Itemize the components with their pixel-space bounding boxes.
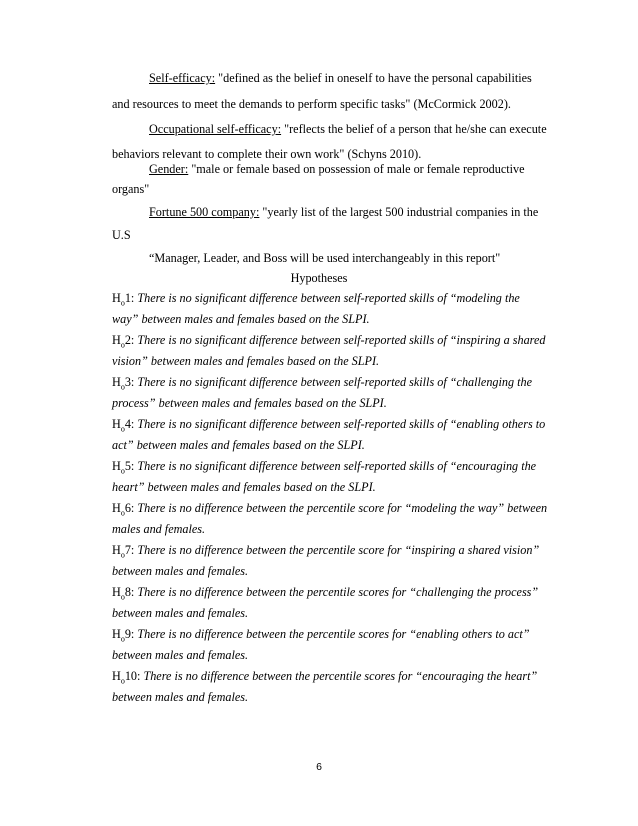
hypothesis-label: $H_o8$: <box>112 585 138 602</box>
hypothesis-label: $H_o6$: <box>112 501 138 518</box>
hypothesis-continuation: males and females. <box>112 522 206 536</box>
hypothesis-text: There is no significant difference between self-reported skills of “inspiring a shared <box>137 333 546 347</box>
definition-text: "male or female based on possession of male or female reproductive <box>188 162 525 176</box>
definition-gender <box>149 161 604 177</box>
hypothesis-line <box>112 374 567 395</box>
hypothesis-continuation: between males and females. <box>112 648 249 662</box>
definition-occupational-self-efficacy <box>149 121 604 137</box>
hypothesis-continuation: act” between males and females based on the SLPI. <box>112 438 365 452</box>
hypothesis-label: $H_o4$: <box>112 417 138 434</box>
interchangeable-terms-note: “Manager, Leader, and Boss will be used interchangeably in this report" <box>149 251 501 265</box>
hypothesis-label: $H_o10$: <box>112 669 144 686</box>
hypothesis-label: $H_o9$: <box>112 627 138 644</box>
definition-text: "reflects the belief of a person that he/she can execute <box>281 122 547 136</box>
definition-term: Self-efficacy: <box>149 71 216 85</box>
hypothesis-continuation: heart” between males and females based on the SLPI. <box>112 480 376 494</box>
definition-self-efficacy <box>149 70 604 86</box>
hypothesis-label: $H_o1$: <box>112 291 138 308</box>
hypothesis-text: There is no difference between the percentile scores for “encouraging the heart” <box>143 669 538 683</box>
hypothesis-continuation: way” between males and females based on the SLPI. <box>112 312 370 326</box>
hypothesis-continuation: between males and females. <box>112 564 249 578</box>
hypothesis-text: There is no difference between the percentile score for “modeling the way” between <box>137 501 548 515</box>
hypothesis-label: $H_o3$: <box>112 375 138 392</box>
hypothesis-line <box>112 332 567 353</box>
definition-term: Fortune 500 company: <box>149 205 260 219</box>
hypothesis-continuation: between males and females. <box>112 690 249 704</box>
hypothesis-line <box>112 626 567 647</box>
hypothesis-text: There is no significant difference between self-reported skills of “encouraging the <box>137 459 537 473</box>
hypothesis-text: There is no significant difference between self-reported skills of “enabling others to <box>137 417 546 431</box>
definition-text: "defined as the belief in oneself to have the personal capabilities <box>215 71 532 85</box>
definition-continuation: behaviors relevant to complete their own work" (Schyns 2010). <box>112 147 422 161</box>
section-heading-hypotheses: Hypotheses <box>290 271 348 285</box>
hypothesis-label: $H_o2$: <box>112 333 138 350</box>
hypothesis-text: There is no significant difference between self-reported skills of “modeling the <box>137 291 520 305</box>
hypothesis-text: There is no difference between the percentile scores for “challenging the process” <box>137 585 539 599</box>
hypothesis-line <box>112 458 567 479</box>
hypothesis-text: There is no difference between the percentile scores for “enabling others to act” <box>137 627 530 641</box>
definition-term: Occupational self-efficacy: <box>149 122 282 136</box>
page-number: 6 <box>316 761 322 773</box>
definition-text: "yearly list of the largest 500 industrial companies in the <box>259 205 539 219</box>
definition-term: Gender: <box>149 162 189 176</box>
hypothesis-line <box>112 542 567 563</box>
definition-continuation: and resources to meet the demands to perform specific tasks" (McCormick 2002). <box>112 97 511 111</box>
hypothesis-continuation: between males and females. <box>112 606 249 620</box>
hypothesis-line <box>112 416 567 437</box>
hypothesis-text: There is no difference between the percentile score for “inspiring a shared vision” <box>137 543 540 557</box>
hypothesis-label: $H_o7$: <box>112 543 138 560</box>
hypothesis-line <box>112 290 567 311</box>
hypothesis-line <box>112 500 567 521</box>
definition-continuation: organs" <box>112 182 150 196</box>
definition-continuation: U.S <box>112 228 131 242</box>
hypothesis-continuation: vision” between males and females based on the SLPI. <box>112 354 380 368</box>
hypothesis-line <box>112 668 567 689</box>
definition-fortune-500 <box>149 204 604 220</box>
hypothesis-continuation: process” between males and females based on the SLPI. <box>112 396 387 410</box>
hypothesis-line <box>112 584 567 605</box>
hypothesis-label: $H_o5$: <box>112 459 138 476</box>
hypothesis-text: There is no significant difference between self-reported skills of “challenging the <box>137 375 533 389</box>
